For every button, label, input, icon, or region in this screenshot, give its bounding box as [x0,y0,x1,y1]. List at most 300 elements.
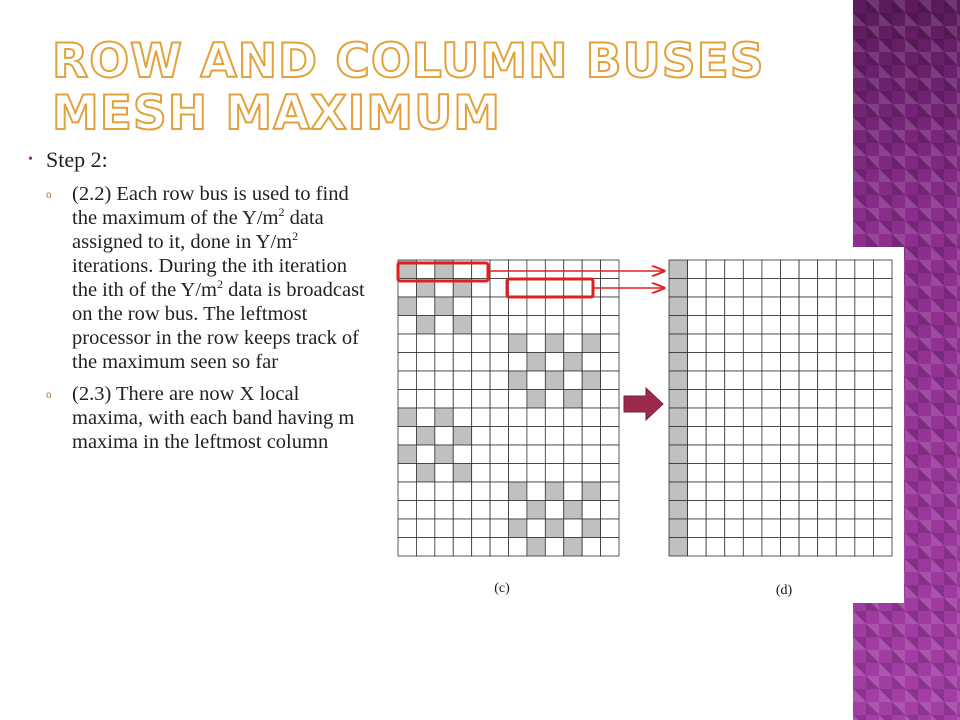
mesh-cell [472,371,490,390]
mesh-cell [799,297,818,316]
mesh-cell [601,445,619,464]
mesh-cell [743,334,762,353]
mesh-cell [855,445,874,464]
mesh-cell [416,316,434,335]
caption-d: (d) [775,583,793,598]
mesh-cell [601,519,619,538]
mesh-cell [527,390,545,409]
mesh-cell [818,427,837,446]
mesh-cell [527,353,545,372]
mesh-cell [781,501,800,520]
mesh-cell [725,427,744,446]
mesh-cell [725,482,744,501]
mesh-cell [836,353,855,372]
mesh-cell [435,371,453,390]
mesh-cell [688,353,707,372]
mesh-cell [601,371,619,390]
mesh-cell [669,390,688,409]
mesh-cell [762,279,781,298]
mesh-cell [818,519,837,538]
mesh-cell [743,316,762,335]
mesh-cell [836,501,855,520]
mesh-cell [509,482,527,501]
mesh-cell [855,390,874,409]
mesh-cell [669,279,688,298]
mesh-cell [743,538,762,557]
mesh-cell [836,519,855,538]
mesh-cell [781,334,800,353]
mesh-cell [527,408,545,427]
mesh-cell [688,482,707,501]
mesh-cell [490,408,508,427]
mesh-cell [490,445,508,464]
mesh-cell [545,334,563,353]
mesh-cell [582,316,600,335]
mesh-cell [527,371,545,390]
mesh-cell [725,464,744,483]
mesh-cell [453,371,471,390]
mesh-cell [582,519,600,538]
mesh-cell [743,390,762,409]
mesh-cell [398,464,416,483]
mesh-cell [762,538,781,557]
mesh-cell [799,501,818,520]
mesh-cell [799,538,818,557]
mesh-cell [545,260,563,279]
mesh-cell [564,427,582,446]
mesh-cell [416,353,434,372]
mesh-cell [509,427,527,446]
mesh-cell [818,353,837,372]
mesh-cell [435,482,453,501]
mesh-cell [564,260,582,279]
mesh-cell [416,390,434,409]
mesh-cell [398,501,416,520]
mesh-cell [706,390,725,409]
mesh-cell [601,353,619,372]
mesh-cell [688,501,707,520]
mesh-cell [706,316,725,335]
mesh-cell [706,260,725,279]
mesh-cell [509,353,527,372]
mesh-cell [799,390,818,409]
mesh-cell [799,353,818,372]
mesh-cell [818,464,837,483]
mesh-cell [564,519,582,538]
mesh-cell [509,445,527,464]
mesh-cell [873,427,892,446]
mesh-cell [818,408,837,427]
caption-c: (c) [494,581,510,596]
mesh-cell [818,316,837,335]
mesh-cell [472,316,490,335]
mesh-cell [435,334,453,353]
mesh-cell [725,408,744,427]
mesh-cell [582,371,600,390]
mesh-cell [799,334,818,353]
mesh-cell [799,445,818,464]
mesh-cell [743,371,762,390]
mesh-cell [873,501,892,520]
mesh-cell [472,519,490,538]
mesh-cell [855,427,874,446]
mesh-cell [453,538,471,557]
mesh-cell [818,334,837,353]
mesh-cell [472,334,490,353]
mesh-cell [855,371,874,390]
mesh-cell [743,408,762,427]
mesh-cell [836,371,855,390]
mesh-cell [545,408,563,427]
mesh-cell [818,482,837,501]
mesh-cell [472,390,490,409]
mesh-cell [669,334,688,353]
mesh-cell [509,519,527,538]
mesh-cell [836,334,855,353]
mesh-cell [416,519,434,538]
mesh-cell [743,519,762,538]
mesh-cell [545,482,563,501]
mesh-cell [688,445,707,464]
mesh-cell [836,260,855,279]
mesh-cell [416,427,434,446]
mesh-cell [799,464,818,483]
mesh-cell [818,297,837,316]
mesh-cell [398,353,416,372]
mesh-cell [855,408,874,427]
mesh-cell [564,482,582,501]
mesh-cell [743,279,762,298]
mesh-cell [490,519,508,538]
mesh-cell [688,427,707,446]
mesh-cell [416,371,434,390]
mesh-cell [509,538,527,557]
mesh-cell [453,353,471,372]
sub-bullet-2-2 [46,182,373,374]
mesh-cell [799,482,818,501]
mesh-cell [416,408,434,427]
step-label: Step 2: [46,147,108,172]
mesh-cell [873,260,892,279]
mesh-cell [818,390,837,409]
mesh-cell [545,501,563,520]
mesh-cell [435,297,453,316]
mesh-cell [472,445,490,464]
mesh-cell [669,445,688,464]
mesh-cell [688,279,707,298]
mesh-cell [601,464,619,483]
sub-bullet-text [72,382,372,454]
mesh-cell [490,390,508,409]
mesh-cell [490,464,508,483]
mesh-cell [743,482,762,501]
grid-c [398,260,619,556]
mesh-cell [873,482,892,501]
mesh-cell [398,445,416,464]
mesh-cell [398,297,416,316]
mesh-cell [490,371,508,390]
mesh-cell [836,445,855,464]
mesh-cell [527,260,545,279]
mesh-cell [490,316,508,335]
mesh-cell [743,427,762,446]
mesh-cell [416,334,434,353]
mesh-cell [743,445,762,464]
sub-bullet-text [72,182,372,374]
mesh-cell [873,408,892,427]
mesh-cell [545,427,563,446]
mesh-cell [435,408,453,427]
mesh-cell [398,482,416,501]
mesh-cell [855,464,874,483]
mesh-cell [762,316,781,335]
mesh-cell [453,427,471,446]
mesh-cell [435,427,453,446]
mesh-cell [781,538,800,557]
mesh-cell [509,464,527,483]
mesh-cell [725,279,744,298]
mesh-cell [545,279,563,298]
mesh-cell [873,538,892,557]
mesh-cell [762,408,781,427]
bullet-step [28,146,373,174]
mesh-cell [725,390,744,409]
mesh-cell [453,297,471,316]
mesh-cell [416,297,434,316]
mesh-cell [781,279,800,298]
mesh-cell [472,538,490,557]
mesh-cell [398,390,416,409]
mesh-cell [688,538,707,557]
mesh-cell [706,538,725,557]
mesh-cell [688,519,707,538]
mesh-cell [725,297,744,316]
mesh-cell [527,501,545,520]
mesh-cell [416,501,434,520]
mesh-cell [706,464,725,483]
mesh-cell [743,260,762,279]
superscript: 2 [292,229,299,244]
mesh-cell [762,353,781,372]
mesh-cell [472,408,490,427]
mesh-cell [669,427,688,446]
mesh-cell [490,538,508,557]
mesh-cell [527,519,545,538]
mesh-cell [688,408,707,427]
mesh-cell [472,482,490,501]
mesh-cell [435,519,453,538]
mesh-cell [509,279,527,298]
mesh-cell [688,260,707,279]
mesh-cell [762,371,781,390]
mesh-cell [799,371,818,390]
mesh-cell [688,334,707,353]
mesh-cell [706,445,725,464]
mesh-cell [527,427,545,446]
mesh-cell [688,297,707,316]
mesh-cell [855,279,874,298]
mesh-cell [799,260,818,279]
mesh-cell [855,482,874,501]
mesh-cell [601,408,619,427]
mesh-cell [762,297,781,316]
mesh-cell [527,279,545,298]
mesh-cell [799,279,818,298]
mesh-cell [453,519,471,538]
mesh-cell [706,297,725,316]
mesh-cell [873,353,892,372]
mesh-cell [688,464,707,483]
mesh-cell [836,482,855,501]
mesh-cell [490,353,508,372]
mesh-cell [781,260,800,279]
mesh-cell [855,538,874,557]
mesh-cell [509,408,527,427]
mesh-cell [435,445,453,464]
mesh-cell [669,371,688,390]
mesh-cell [564,297,582,316]
mesh-cell [818,371,837,390]
mesh-cell [873,371,892,390]
mesh-cell [781,427,800,446]
mesh-cell [762,482,781,501]
mesh-cell [509,316,527,335]
mesh-cell [669,316,688,335]
superscript: 2 [278,205,285,220]
mesh-cell [582,427,600,446]
mesh-cell [582,538,600,557]
mesh-cell [725,353,744,372]
mesh-cell [545,353,563,372]
mesh-cell [472,353,490,372]
mesh-cell [601,501,619,520]
mesh-cell [582,501,600,520]
mesh-cell [398,408,416,427]
grid-d [669,260,892,556]
mesh-cell [472,501,490,520]
mesh-cell [564,390,582,409]
mesh-cell [509,390,527,409]
mesh-cell [725,445,744,464]
mesh-cell [706,279,725,298]
mesh-cell [706,427,725,446]
mesh-cell [818,538,837,557]
sub-bullet-marker: o [46,390,52,401]
mesh-cell [818,501,837,520]
mesh-cell [688,390,707,409]
mesh-cell [669,519,688,538]
mesh-cell [545,316,563,335]
mesh-cell [706,519,725,538]
mesh-cell [855,353,874,372]
mesh-cell [582,445,600,464]
mesh-cell [688,371,707,390]
mesh-cell [564,316,582,335]
mesh-cell [564,334,582,353]
mesh-cell [743,353,762,372]
mesh-cell [472,297,490,316]
mesh-cell [453,390,471,409]
mesh-cell [490,297,508,316]
mesh-cell [527,334,545,353]
mesh-cell [743,464,762,483]
mesh-cell [601,538,619,557]
mesh-cell [453,501,471,520]
mesh-cell [855,297,874,316]
mesh-cell [781,408,800,427]
mesh-cell [601,427,619,446]
mesh-cell [781,445,800,464]
mesh-cell [818,279,837,298]
mesh-cell [725,371,744,390]
bullet-dot-icon: • [28,152,33,167]
mesh-cell [669,501,688,520]
mesh-cell [435,538,453,557]
mesh-cell [762,464,781,483]
mesh-cell [582,408,600,427]
mesh-cell [398,427,416,446]
mesh-cell [435,353,453,372]
mesh-cell [490,260,508,279]
mesh-figure [380,247,904,603]
mesh-cell [453,334,471,353]
mesh-cell [706,334,725,353]
mesh-cell [582,334,600,353]
mesh-cell [490,334,508,353]
mesh-cell [545,464,563,483]
mesh-cell [601,334,619,353]
mesh-cell [762,427,781,446]
mesh-cell [725,316,744,335]
mesh-cell [762,390,781,409]
mesh-cell [453,464,471,483]
mesh-cell [799,519,818,538]
mesh-cell [836,427,855,446]
mesh-cell [781,371,800,390]
mesh-cell [873,390,892,409]
mesh-cell [545,519,563,538]
mesh-cell [564,371,582,390]
mesh-cell [836,297,855,316]
mesh-cell [453,408,471,427]
mesh-cell [799,408,818,427]
mesh-cell [398,334,416,353]
mesh-cell [416,464,434,483]
mesh-cell [818,260,837,279]
mesh-cell [398,519,416,538]
mesh-cell [818,445,837,464]
mesh-cell [545,538,563,557]
mesh-cell [836,464,855,483]
mesh-cell [582,464,600,483]
mesh-cell [545,445,563,464]
mesh-cell [601,390,619,409]
mesh-cell [416,445,434,464]
mesh-cell [781,390,800,409]
mesh-cell [435,501,453,520]
mesh-cell [706,371,725,390]
mesh-cell [688,316,707,335]
mesh-cell [582,482,600,501]
figure-panel [380,247,904,603]
superscript: 2 [217,277,223,292]
mesh-cell [706,482,725,501]
mesh-cell [725,260,744,279]
mesh-cell [855,519,874,538]
mesh-cell [582,260,600,279]
sub-bullet-2-3 [46,382,373,454]
slide-title: ROW AND COLUMN BUSES MESH MAXIMUM [52,34,765,141]
